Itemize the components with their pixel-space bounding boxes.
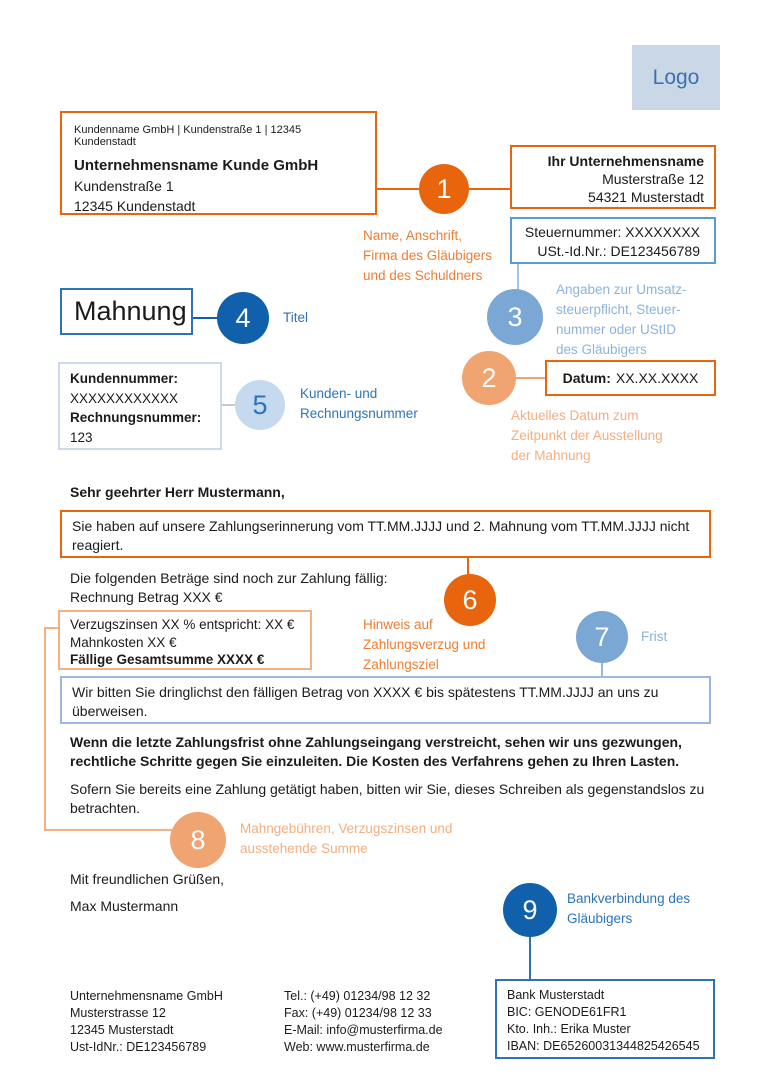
connector-1-to-creditor: [469, 188, 510, 190]
callout-5-number: 5: [252, 389, 268, 420]
bank-details-box: [495, 979, 715, 1059]
recipient-address-box: [60, 111, 377, 215]
footer-company-column: [70, 988, 223, 1056]
connector-recipient-to-1: [377, 188, 419, 190]
logo-label: Logo: [652, 65, 700, 89]
footer-contact-column: [284, 988, 443, 1056]
connector-interest-vertical: [44, 627, 46, 831]
footer-phone: Tel.: (+49) 01234/98 12 32: [284, 989, 431, 1003]
callout-3-caption: Angaben zur Umsatz- steuerpflicht, Steuer- nummer oder UStID des Gläubigers: [556, 282, 687, 357]
callout-6-number: 6: [462, 584, 478, 615]
date-value: XX.XX.XXXX: [615, 370, 699, 386]
creditor-address-box: [510, 145, 716, 209]
due-amount: Rechnung Betrag XXX €: [70, 589, 223, 605]
callout-3-number: 3: [507, 301, 523, 332]
callout-1-number: 1: [436, 173, 452, 204]
recipient-name: Unternehmensname Kunde GmbH: [74, 157, 319, 174]
callout-1-badge: [419, 164, 469, 214]
connector-title-to-4: [193, 317, 218, 319]
invoice-number-label: Rechnungsnummer:: [70, 410, 202, 425]
callout-1-caption: Name, Anschrift, Firma des Gläubigers und des Schuldners: [363, 228, 493, 283]
interest-total-line: Fällige Gesamtsumme XXXX €: [70, 652, 265, 667]
deadline-box: Wir bitten Sie dringlichst den fälligen Betrag von XXXX € bis spätestens TT.MM.JJJJ an uns zu überweisen.: [60, 676, 711, 724]
regards-line: Mit freundlichen Grüßen,: [70, 871, 225, 887]
recipient-street: Kundenstraße 1: [74, 178, 174, 194]
callout-4-badge: [217, 292, 269, 344]
callout-5-badge: [235, 380, 285, 430]
due-intro: Die folgenden Beträge sind noch zur Zahlung fällig:: [70, 570, 388, 586]
callout-2-number: 2: [481, 362, 497, 393]
creditor-street: Musterstraße 12: [602, 171, 704, 187]
callout-9-number: 9: [522, 894, 538, 925]
interest-line-2: Mahnkosten XX €: [70, 634, 177, 650]
callout-4-number: 4: [235, 302, 251, 333]
footer-web: Web: www.musterfirma.de: [284, 1040, 430, 1054]
date-box: [545, 360, 716, 396]
callout-8-badge: [170, 812, 226, 868]
footer-company-name: Unternehmensname GmbH: [70, 989, 223, 1003]
connector-7-to-deadline: [601, 663, 603, 676]
salutation: Sehr geehrter Herr Mustermann,: [70, 484, 285, 500]
date-label: Datum:: [562, 370, 611, 386]
connector-9-to-bank: [529, 937, 531, 979]
callout-6-caption: Hinweis auf Zahlungsverzug und Zahlungsziel: [363, 617, 486, 672]
customer-number-value: XXXXXXXXXXXX: [70, 390, 179, 406]
callout-8-caption: Mahngebühren, Verzugszinsen und ausstehende Summe: [240, 821, 453, 856]
callout-2-badge: [462, 351, 516, 405]
footer-company-vatid: Ust-IdNr.: DE123456789: [70, 1040, 207, 1054]
logo-placeholder: [632, 45, 720, 110]
connector-interest-stub: [44, 627, 58, 629]
callout-4-caption: Titel: [283, 310, 309, 325]
closing-note: Sofern Sie bereits eine Zahlung getätigt haben, bitten wir Sie, dieses Schreiben als gegenstandslos zu betrachten.: [70, 781, 705, 816]
connector-to-8-horizontal: [44, 829, 172, 831]
creditor-city: 54321 Musterstadt: [588, 189, 704, 205]
footer-company-street: Musterstrasse 12: [70, 1006, 166, 1020]
footer-company-city: 12345 Musterstadt: [70, 1023, 174, 1037]
tax-info-box: [510, 217, 716, 264]
customer-number-label: Kundennummer:: [70, 371, 178, 386]
callout-7-badge: [576, 611, 628, 663]
bank-account-holder: Kto. Inh.: Erika Muster: [507, 1022, 631, 1036]
recipient-city: 12345 Kundenstadt: [74, 198, 196, 214]
creditor-name: Ihr Unternehmensname: [547, 153, 704, 169]
callout-5-caption: Kunden- und Rechnungsnummer: [300, 386, 418, 421]
title-box: [60, 288, 193, 335]
interest-line-1: Verzugszinsen XX % entspricht: XX €: [70, 617, 295, 632]
invoice-number-value: 123: [70, 429, 93, 445]
connector-2-to-date: [516, 377, 545, 379]
reminder-box: Sie haben auf unsere Zahlungserinnerung vom TT.MM.JJJJ und 2. Mahnung vom TT.MM.JJJJ nicht reagiert.: [60, 510, 711, 558]
callout-3-badge: [487, 289, 543, 345]
callout-9-caption: Bankverbindung des Gläubigers: [567, 891, 691, 926]
tax-number-line: Steuernummer: XXXXXXXX: [524, 224, 700, 240]
callout-7-caption: Frist: [641, 629, 668, 644]
sender-line: Kundenname GmbH | Kundenstraße 1 | 12345 Kundenstadt: [74, 124, 302, 148]
callout-2-caption: Aktuelles Datum zum Zeitpunkt der Ausstellung der Mahnung: [511, 408, 663, 463]
interest-box: [58, 610, 312, 670]
callout-9-badge: [503, 883, 557, 937]
footer-fax: Fax: (+49) 01234/98 12 33: [284, 1006, 432, 1020]
callout-7-number: 7: [594, 621, 610, 652]
vat-id-line: USt.-Id.Nr.: DE123456789: [537, 243, 700, 259]
footer-email: E-Mail: info@musterfirma.de: [284, 1023, 443, 1037]
connector-tax-to-3: [517, 264, 519, 291]
signature-name: Max Mustermann: [70, 898, 179, 914]
bank-name: Bank Musterstadt: [507, 988, 605, 1002]
connector-customer-to-5: [222, 404, 236, 406]
bank-bic: BIC: GENODE61FR1: [507, 1005, 627, 1019]
customer-number-box: [58, 362, 222, 450]
callout-8-number: 8: [190, 824, 206, 855]
warning-paragraph: Wenn die letzte Zahlungsfrist ohne Zahlungseingang verstreicht, sehen wir uns gezwungen, rechtliche Schritte gegen Sie einzuleiten. Die Kosten des Verfahrens gehen zu Ihren Lasten.: [70, 734, 682, 769]
bank-iban: IBAN: DE65260031344825426545: [507, 1039, 700, 1053]
document-title: Mahnung: [74, 296, 187, 326]
